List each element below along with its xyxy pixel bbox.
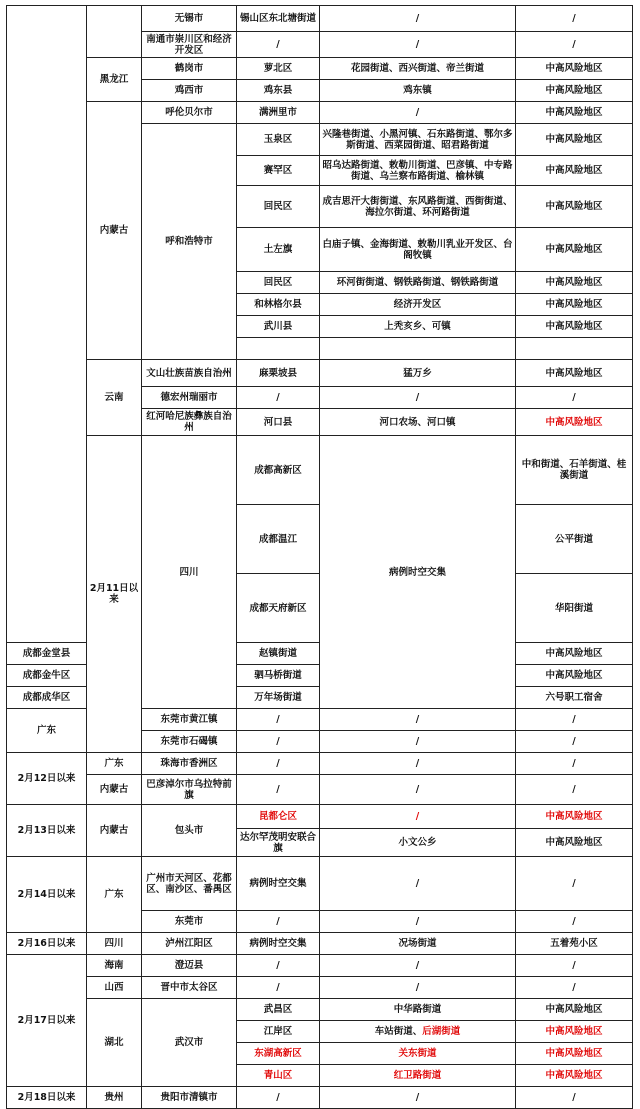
- street-cell: 鸡东镇: [320, 80, 516, 102]
- street-cell: 赵镇街道: [237, 643, 320, 665]
- date-cell: 2月16日以来: [7, 933, 87, 955]
- risk-cell: 中高风险地区: [516, 829, 633, 857]
- district-cell: /: [237, 775, 320, 805]
- street-cell: 河口农场、河口镇: [320, 409, 516, 436]
- city-cell: 贵阳市清镇市: [142, 1087, 237, 1109]
- risk-cell: 中高风险地区: [516, 58, 633, 80]
- district-cell: /: [237, 911, 320, 933]
- province-cell: 内蒙古: [87, 102, 142, 360]
- district-cell: 病例时空交集: [237, 857, 320, 911]
- street-part-black: 车站街道、: [374, 1026, 423, 1037]
- risk-cell: /: [516, 1087, 633, 1109]
- street-cell: 中华路街道: [320, 999, 516, 1021]
- district-cell: 回民区: [237, 272, 320, 294]
- province-cell: 广东: [87, 857, 142, 933]
- city-cell: 成都温江: [237, 505, 320, 574]
- street-cell: 驷马桥街道: [237, 665, 320, 687]
- risk-cell: 中高风险地区: [516, 228, 633, 272]
- street-cell: /: [320, 1087, 516, 1109]
- risk-cell: 中高风险地区: [516, 1043, 633, 1065]
- district-cell: /: [237, 955, 320, 977]
- province-cell: 广东: [7, 709, 87, 753]
- district-cell: 青山区: [237, 1065, 320, 1087]
- city-cell: 成都成华区: [7, 687, 87, 709]
- date-cell: [7, 6, 87, 643]
- city-cell: 成都天府新区: [237, 574, 320, 643]
- district-cell: [237, 338, 320, 360]
- district-cell: 满洲里市: [237, 102, 320, 124]
- risk-cell: /: [516, 911, 633, 933]
- street-cell: /: [320, 753, 516, 775]
- district-cell: 达尔罕茂明安联合旗: [237, 829, 320, 857]
- street-cell: 环河街街道、钢铁路街道、钢铁路街道: [320, 272, 516, 294]
- risk-cell: 中高风险地区: [516, 999, 633, 1021]
- city-cell: 南通市崇川区和经济开发区: [142, 32, 237, 58]
- district-cell: /: [237, 387, 320, 409]
- district-cell: 武川县: [237, 316, 320, 338]
- risk-cell: /: [516, 32, 633, 58]
- street-cell: /: [320, 977, 516, 999]
- street-cell: /: [320, 709, 516, 731]
- risk-area-table: [6, 5, 633, 1109]
- city-cell: 红河哈尼族彝族自治州: [142, 409, 237, 436]
- district-cell: 武昌区: [237, 999, 320, 1021]
- risk-cell: 中高风险地区: [516, 360, 633, 387]
- city-cell: 巴彦淖尔市乌拉特前旗: [142, 775, 237, 805]
- risk-cell: 中高风险地区: [516, 409, 633, 436]
- district-cell: /: [237, 1087, 320, 1109]
- district-cell: 昆都仑区: [237, 805, 320, 829]
- city-cell: 成都金牛区: [7, 665, 87, 687]
- date-cell: 2月13日以来: [7, 805, 87, 857]
- city-cell: 德宏州瑞丽市: [142, 387, 237, 409]
- risk-cell: /: [516, 775, 633, 805]
- province-cell: 贵州: [87, 1087, 142, 1109]
- city-cell: 泸州江阳区: [142, 933, 237, 955]
- risk-cell: 中高风险地区: [516, 102, 633, 124]
- street-cell: /: [320, 731, 516, 753]
- province-cell: 广东: [87, 753, 142, 775]
- risk-cell: 中高风险地区: [516, 272, 633, 294]
- city-cell: 鹤岗市: [142, 58, 237, 80]
- risk-cell: /: [516, 857, 633, 911]
- risk-cell: /: [516, 387, 633, 409]
- street-cell: [320, 338, 516, 360]
- street-cell: 公平街道: [516, 505, 633, 574]
- risk-cell: 五着苑小区: [516, 933, 633, 955]
- risk-cell: /: [516, 977, 633, 999]
- risk-cell: 中高风险地区: [516, 156, 633, 186]
- district-cell: /: [237, 731, 320, 753]
- city-cell: 成都金堂县: [7, 643, 87, 665]
- district-cell: /: [237, 32, 320, 58]
- risk-cell: [516, 338, 633, 360]
- street-cell: /: [320, 857, 516, 911]
- street-cell: 昭乌达路街道、敕勒川街道、巴彦镇、中专路街道、乌兰察布路街道、榆林镇: [320, 156, 516, 186]
- city-cell: 东莞市石碣镇: [142, 731, 237, 753]
- district-cell: 锡山区东北塘街道: [237, 6, 320, 32]
- risk-cell: /: [516, 709, 633, 731]
- district-cell: 东湖高新区: [237, 1043, 320, 1065]
- street-cell: /: [320, 805, 516, 829]
- province-cell: 山西: [87, 977, 142, 999]
- district-cell: 麻栗坡县: [237, 360, 320, 387]
- city-cell: 珠海市香洲区: [142, 753, 237, 775]
- risk-cell: 中高风险地区: [516, 805, 633, 829]
- risk-cell: /: [516, 753, 633, 775]
- risk-cell: 中高风险地区: [516, 124, 633, 156]
- city-cell: 无锡市: [142, 6, 237, 32]
- risk-cell: /: [516, 955, 633, 977]
- province-cell: 内蒙古: [87, 775, 142, 805]
- province-cell: [87, 6, 142, 58]
- district-cell: 江岸区: [237, 1021, 320, 1043]
- district-cell: 河口县: [237, 409, 320, 436]
- street-cell: 万年场街道: [237, 687, 320, 709]
- street-cell: /: [320, 387, 516, 409]
- street-part-red: 后湖街道: [422, 1026, 461, 1037]
- risk-cell: 六号职工宿舍: [516, 687, 633, 709]
- district-cell: 回民区: [237, 186, 320, 228]
- risk-cell: 中高风险地区: [516, 1021, 633, 1043]
- province-cell: 四川: [142, 436, 237, 709]
- street-cell: 况场街道: [320, 933, 516, 955]
- risk-cell: 中高风险地区: [516, 294, 633, 316]
- district-cell: 萝北区: [237, 58, 320, 80]
- district-cell: 土左旗: [237, 228, 320, 272]
- district-cell: /: [237, 977, 320, 999]
- city-cell: 东莞市黄江镇: [142, 709, 237, 731]
- street-cell: 兴隆巷街道、小黑河镇、石东路街道、鄂尔多斯街道、西菜园街道、昭君路街道: [320, 124, 516, 156]
- city-cell: 鸡西市: [142, 80, 237, 102]
- street-cell: 猛万乡: [320, 360, 516, 387]
- street-cell: 小文公乡: [320, 829, 516, 857]
- date-cell: 2月12日以来: [7, 753, 87, 805]
- street-cell: 成吉思汗大街街道、东风路街道、西街街道、海拉尔街道、环河路街道: [320, 186, 516, 228]
- risk-cell: /: [516, 731, 633, 753]
- street-cell: 关东街道: [320, 1043, 516, 1065]
- risk-cell: 中高风险地区: [516, 316, 633, 338]
- date-cell: 2月17日以来: [7, 955, 87, 1087]
- risk-cell: /: [516, 6, 633, 32]
- city-cell: 澄迈县: [142, 955, 237, 977]
- street-cell: /: [320, 911, 516, 933]
- street-cell: 花园街道、西兴街道、帝兰街道: [320, 58, 516, 80]
- street-cell: 白庙子镇、金海街道、敕勒川乳业开发区、台阁牧镇: [320, 228, 516, 272]
- district-cell: 和林格尔县: [237, 294, 320, 316]
- street-cell: 红卫路街道: [320, 1065, 516, 1087]
- district-cell: 病例时空交集: [237, 933, 320, 955]
- risk-cell: 中高风险地区: [516, 1065, 633, 1087]
- date-cell: 2月18日以来: [7, 1087, 87, 1109]
- city-cell: 东莞市: [142, 911, 237, 933]
- street-cell: /: [320, 955, 516, 977]
- risk-cell: 中高风险地区: [516, 643, 633, 665]
- risk-cell: 中高风险地区: [516, 665, 633, 687]
- city-cell: 广州市天河区、花都区、南沙区、番禺区: [142, 857, 237, 911]
- street-cell: 华阳街道: [516, 574, 633, 643]
- street-cell: /: [320, 6, 516, 32]
- district-cell: /: [237, 709, 320, 731]
- city-cell: 呼和浩特市: [142, 124, 237, 360]
- province-cell: 湖北: [87, 999, 142, 1087]
- province-cell: 黑龙江: [87, 58, 142, 102]
- city-cell: 包头市: [142, 805, 237, 857]
- district-cell: 病例时空交集: [320, 436, 516, 709]
- date-cell: 2月11日以来: [87, 436, 142, 753]
- date-cell: 2月14日以来: [7, 857, 87, 933]
- district-cell: 赛罕区: [237, 156, 320, 186]
- city-cell: 文山壮族苗族自治州: [142, 360, 237, 387]
- risk-cell: 中高风险地区: [516, 80, 633, 102]
- city-cell: 呼伦贝尔市: [142, 102, 237, 124]
- street-cell: /: [320, 775, 516, 805]
- risk-cell: 中高风险地区: [516, 186, 633, 228]
- street-cell-mixed: [320, 1021, 516, 1043]
- district-cell: /: [237, 753, 320, 775]
- street-cell: 经济开发区: [320, 294, 516, 316]
- district-cell: 玉泉区: [237, 124, 320, 156]
- street-cell: /: [320, 102, 516, 124]
- city-cell: 武汉市: [142, 999, 237, 1087]
- district-cell: 鸡东县: [237, 80, 320, 102]
- province-cell: 内蒙古: [87, 805, 142, 857]
- province-cell: 云南: [87, 360, 142, 436]
- street-cell: /: [320, 32, 516, 58]
- street-cell: 中和街道、石羊街道、桂溪街道: [516, 436, 633, 505]
- province-cell: 四川: [87, 933, 142, 955]
- city-cell: 成都高新区: [237, 436, 320, 505]
- street-cell: 上秃亥乡、可镇: [320, 316, 516, 338]
- city-cell: 晋中市太谷区: [142, 977, 237, 999]
- province-cell: 海南: [87, 955, 142, 977]
